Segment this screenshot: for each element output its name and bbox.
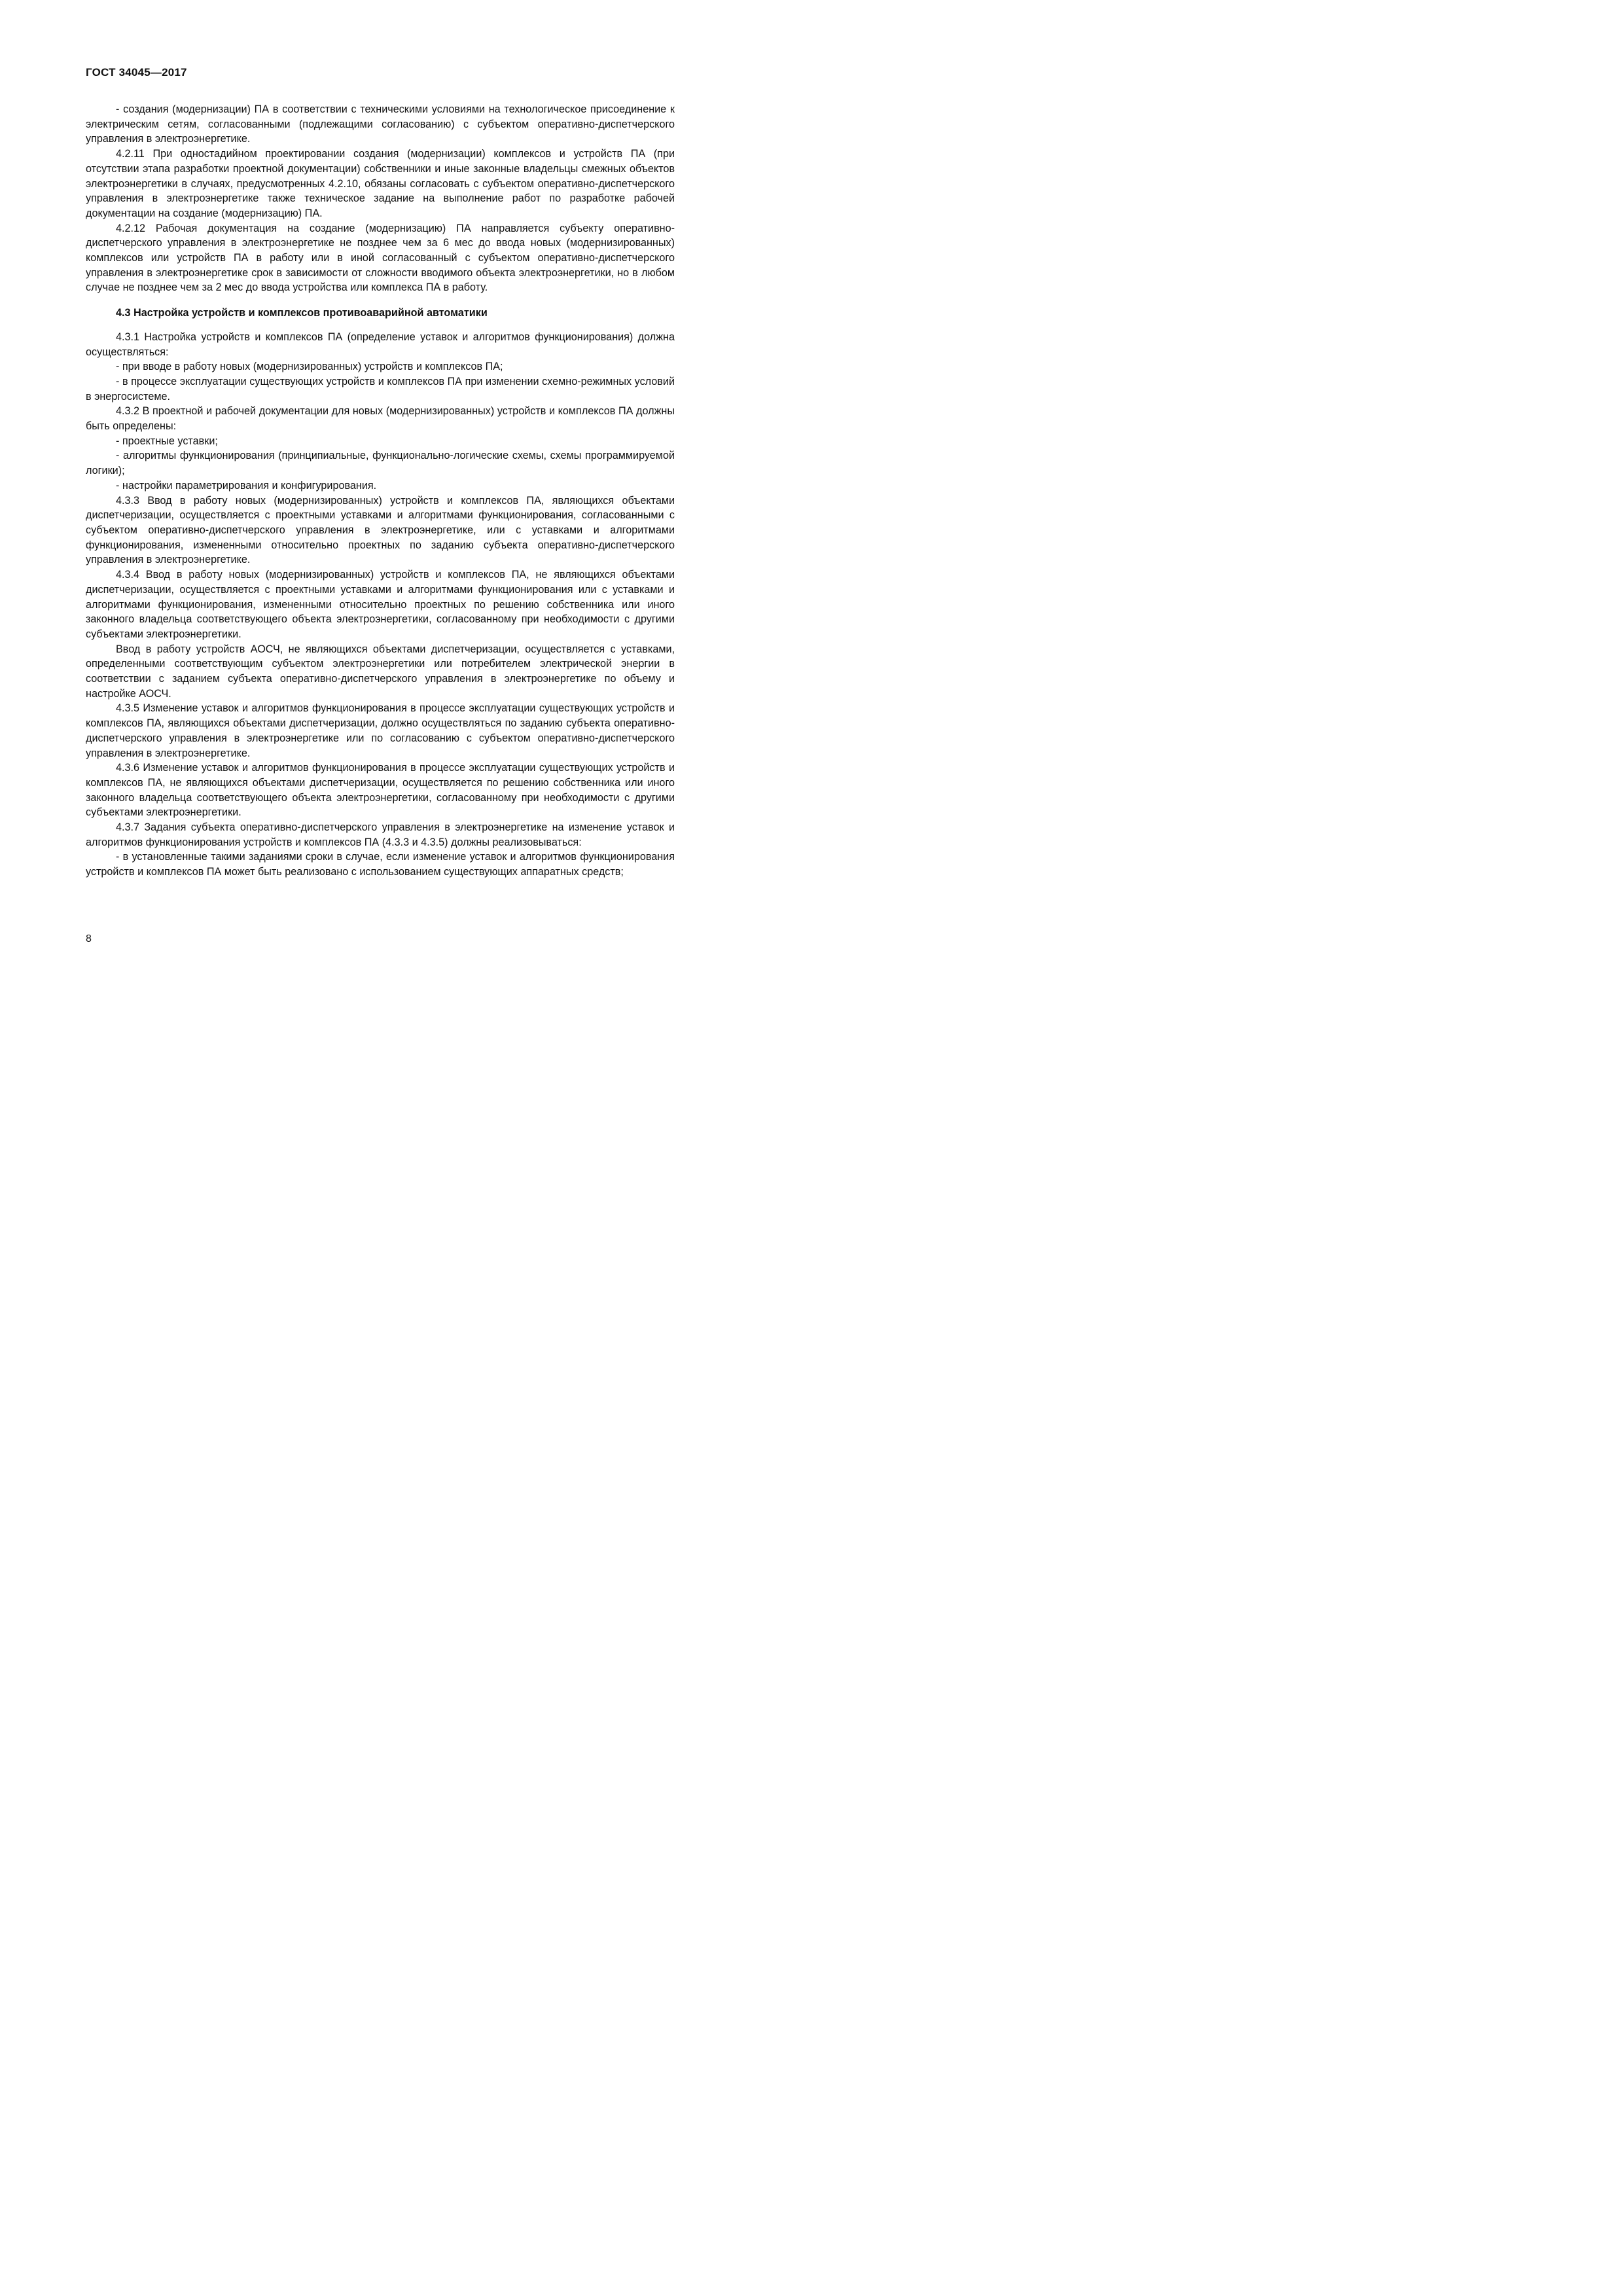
paragraph: - создания (модернизации) ПА в соответствии с техническими условиями на технологическое присоединение к электрическим сетям, согласованными (подлежащими согласованию) с субъектом оперативно-диспетчерского управления в электроэнергетике. [86,103,675,145]
paragraph: - настройки параметрирования и конфигурирования. [116,479,377,492]
paragraph: Ввод в работу устройств АОСЧ, не являющихся объектами диспетчеризации, осуществляется с уставками, определенными соответствующим субъектом электроэнергетики или потребителем электрической энергии в соответствии с заданием субъекта оперативно-диспетчерского управления в электроэнергетике по объему и настройке АОСЧ. [86,643,675,700]
paragraph: 4.3.4 Ввод в работу новых (модернизированных) устройств и комплексов ПА, не являющихся объектами диспетчеризации, осуществляется с проектными уставками и алгоритмами функционирования или с уставками и алгоритмами функционирования, измененными относительно проектных по решению собственника или иного законного владельца соответствующего объекта электроэнергетики, согласованному при необходимости с другими субъектами электроэнергетики. [86,569,675,640]
page-number: 8 [86,933,92,944]
document-body [86,102,675,880]
paragraph: - при вводе в работу новых (модернизированных) устройств и комплексов ПА; [116,361,503,373]
paragraph: 4.3.2 В проектной и рабочей документации для новых (модернизированных) устройств и комплексов ПА должны быть определены: [86,405,675,433]
paragraph: - в установленные такими заданиями сроки в случае, если изменение уставок и алгоритмов функционирования устройств и комплексов ПА может быть реализовано с использованием существующих аппаратных средств; [86,851,675,878]
paragraph: - проектные уставки; [116,435,218,447]
paragraph: 4.3.7 Задания субъекта оперативно-диспетчерского управления в электроэнергетике на изменение уставок и алгоритмов функционирования устройств и комплексов ПА (4.3.3 и 4.3.5) должны реализовываться: [86,821,675,848]
paragraph: 4.3.3 Ввод в работу новых (модернизированных) устройств и комплексов ПА, являющихся объектами диспетчеризации, осуществляется с проектными уставками и алгоритмами функционирования, согласованными с субъектом оперативно-диспетчерского управления в электроэнергетике, или с уставками и алгоритмами функционирования, измененными относительно проектных по заданию субъекта оперативно-диспетчерского управления в электроэнергетике. [86,494,675,566]
section-heading: 4.3 Настройка устройств и комплексов противоаварийной автоматики [116,307,488,319]
paragraph: 4.2.12 Рабочая документация на создание (модернизацию) ПА направляется субъекту оперативно-диспетчерского управления в электроэнергетике не позднее чем за 6 мес до ввода новых (модернизированных) комплексов или устройств ПА в работу или в иной согласованный с субъектом оперативно-диспетчерского управления в электроэнергетике срок в зависимости от сложности вводимого объекта электроэнергетики, но в любом случае не позднее чем за 2 мес до ввода устройства или комплекса ПА в работу. [86,222,675,294]
paragraph: 4.3.1 Настройка устройств и комплексов ПА (определение уставок и алгоритмов функционирования) должна осуществляться: [86,331,675,358]
document-header: ГОСТ 34045—2017 [86,66,187,79]
paragraph: - в процессе эксплуатации существующих устройств и комплексов ПА при изменении схемно-режимных условий в энергосистеме. [86,375,675,403]
paragraph: 4.3.5 Изменение уставок и алгоритмов функционирования в процессе эксплуатации существующих устройств и комплексов ПА, являющихся объектами диспетчеризации, должно осуществляться по заданию субъекта оперативно-диспетчерского управления в электроэнергетике или по согласованию с субъектом оперативно-диспетчерского управления в электроэнергетике. [86,702,675,759]
paragraph: 4.3.6 Изменение уставок и алгоритмов функционирования в процессе эксплуатации существующих устройств и комплексов ПА, не являющихся объектами диспетчеризации, осуществляется по решению собственника или иного законного владельца соответствующего объекта электроэнергетики, согласованному при необходимости с другими субъектами электроэнергетики. [86,762,675,819]
paragraph: 4.2.11 При одностадийном проектировании создания (модернизации) комплексов и устройств ПА (при отсутствии этапа разработки проектной документации) собственники и иные законные владельцы смежных объектов электроэнергетики в случаях, предусмотренных 4.2.10, обязаны согласовать с субъектом оперативно-диспетчерского управления в электроэнергетике также техническое задание на выполнение работ по разработке рабочей документации на создание (модернизацию) ПА. [86,148,675,219]
paragraph: - алгоритмы функционирования (принципиальные, функционально-логические схемы, схемы программируемой логики); [86,450,675,477]
